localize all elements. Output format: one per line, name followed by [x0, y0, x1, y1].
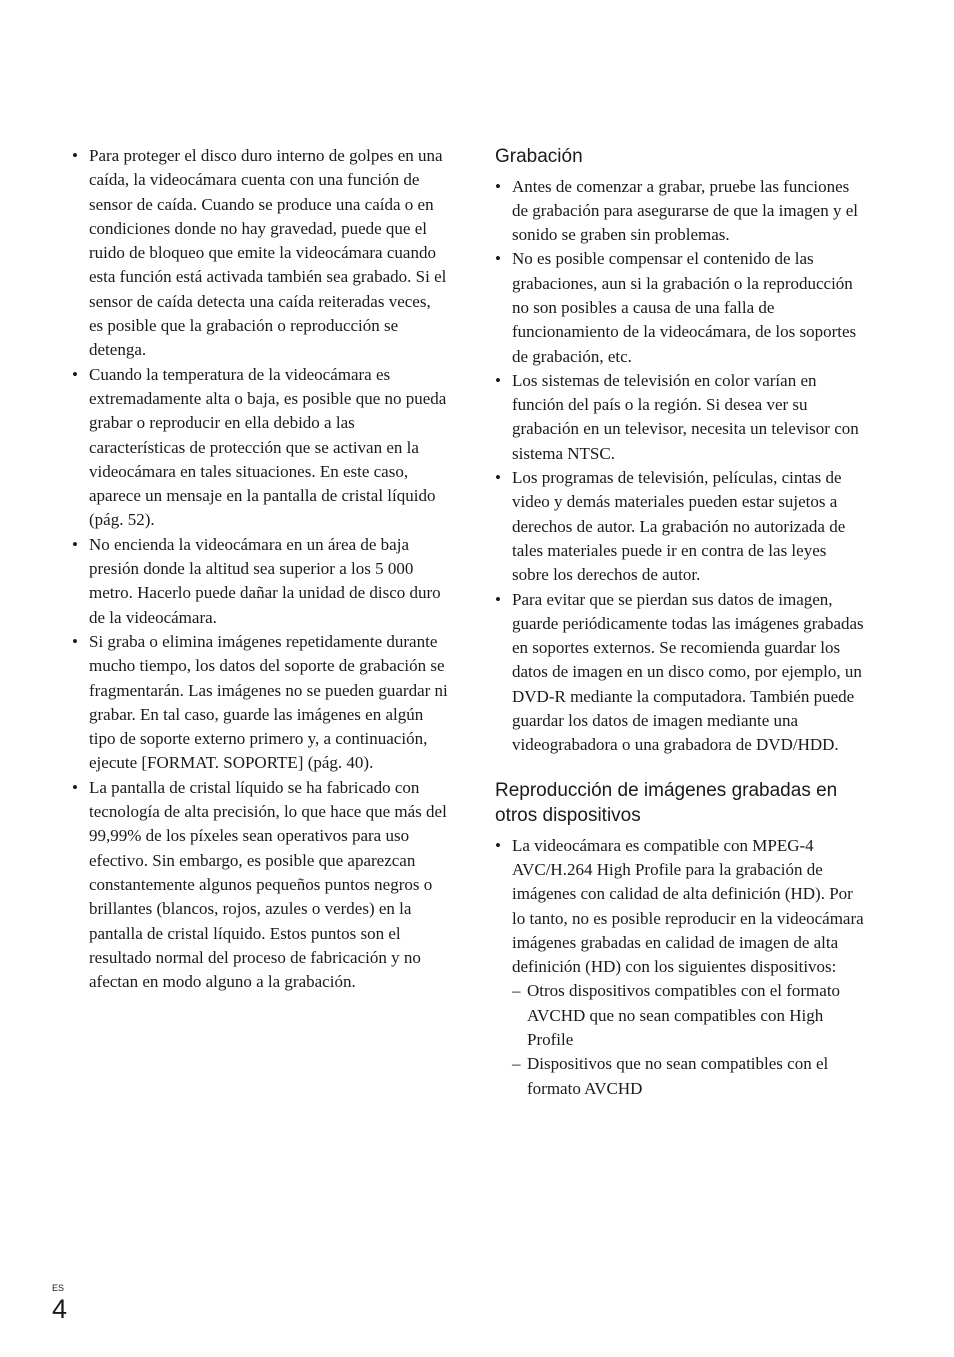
list-item: • Para evitar que se pierdan sus datos de imagen, guarde periódicamente todas las imágenes grabadas en soportes externos. Se recomienda guardar los datos de imagen en un disco como, por ejemplo, un DVD-R mediante la computadora. También puede guardar los datos de imagen mediante una videograbadora o una grabadora de DVD/HDD. [495, 588, 867, 758]
left-column [72, 144, 448, 994]
sublist-item: – Dispositivos que no sean compatibles con el formato AVCHD [512, 1052, 867, 1101]
playback-list [495, 834, 867, 1101]
list-item: • Los sistemas de televisión en color varían en función del país o la región. Si desea ver su grabación en un televisor, necesita un televisor con sistema NTSC. [495, 369, 867, 466]
list-item: • Para proteger el disco duro interno de golpes en una caída, la videocámara cuenta con una función de sensor de caída. Cuando se produce una caída o en condiciones donde no hay gravedad, puede que el ruido de bloqueo que emite la videocámara cuando esta función está activada también sea grabado. Si el sensor de caída detecta una caída reiteradas veces, es posible que la grabación o reproducción se detenga. [72, 144, 448, 363]
list-item: • Antes de comenzar a grabar, pruebe las funciones de grabación para asegurarse de que la imagen y el sonido se graben sin problemas. [495, 175, 867, 248]
page-number: 4 [52, 1294, 68, 1324]
sublist-item: – Otros dispositivos compatibles con el formato AVCHD que no sean compatibles con High Profile [512, 979, 867, 1052]
list-item: • La pantalla de cristal líquido se ha fabricado con tecnología de alta precisión, lo que hace que más del 99,99% de los píxeles sean operativos para uso efectivo. Sin embargo, es posible que aparezcan constantemente algunos pequeños puntos negros o brillantes (blancos, rojos, azules o verdes) en la pantalla de cristal líquido. Estos puntos son el resultado normal del proceso de fabricación y no afectan en modo alguno a la grabación. [72, 776, 448, 995]
device-sublist [512, 979, 867, 1100]
recording-list [495, 175, 867, 758]
playback-item-text: La videocámara es compatible con MPEG-4 AVC/H.264 High Profile para la grabación de imágenes con calidad de alta definición (HD). Por lo tanto, no es posible reproducir en la videocámara imágenes grabadas en calidad de imagen de alta definición (HD) con los siguientes dispositivos: [512, 835, 864, 977]
recording-heading: Grabación [495, 146, 583, 167]
right-column [495, 144, 867, 1101]
list-item: • Si graba o elimina imágenes repetidamente durante mucho tiempo, los datos del soporte de grabación se fragmentarán. Las imágenes no se pueden guardar ni grabar. En tal caso, guarde las imágenes en algún tipo de soporte externo primero y, a continuación, ejecute [FORMAT. SOPORTE] (pág. 40). [72, 630, 448, 776]
list-item: • No es posible compensar el contenido de las grabaciones, aun si la grabación o la reproducción no son posibles a causa de una falla de funcionamiento de la videocámara, de los soportes de grabación, etc. [495, 247, 867, 368]
list-item [495, 834, 867, 1101]
list-item: • Cuando la temperatura de la videocámara es extremadamente alta o baja, es posible que no pueda grabar o reproducir en ella debido a las características de protección que se activan en la videocámara en tales situaciones. En este caso, aparece un mensaje en la pantalla de cristal líquido (pág. 52). [72, 363, 448, 533]
playback-heading: Reproducción de imágenes grabadas en otros dispositivos [495, 779, 838, 827]
precautions-list [72, 144, 448, 994]
list-item: • Los programas de televisión, películas, cintas de video y demás materiales pueden estar sujetos a derechos de autor. La grabación no autorizada de tales materiales puede ir en contra de las leyes sobre los derechos de autor. [495, 466, 867, 587]
page-folio [52, 1282, 67, 1323]
list-item: • No encienda la videocámara en un área de baja presión donde la altitud sea superior a los 5 000 metro. Hacerlo puede dañar la unidad de disco duro de la videocámara. [72, 533, 448, 630]
language-code: ES [52, 1283, 65, 1293]
